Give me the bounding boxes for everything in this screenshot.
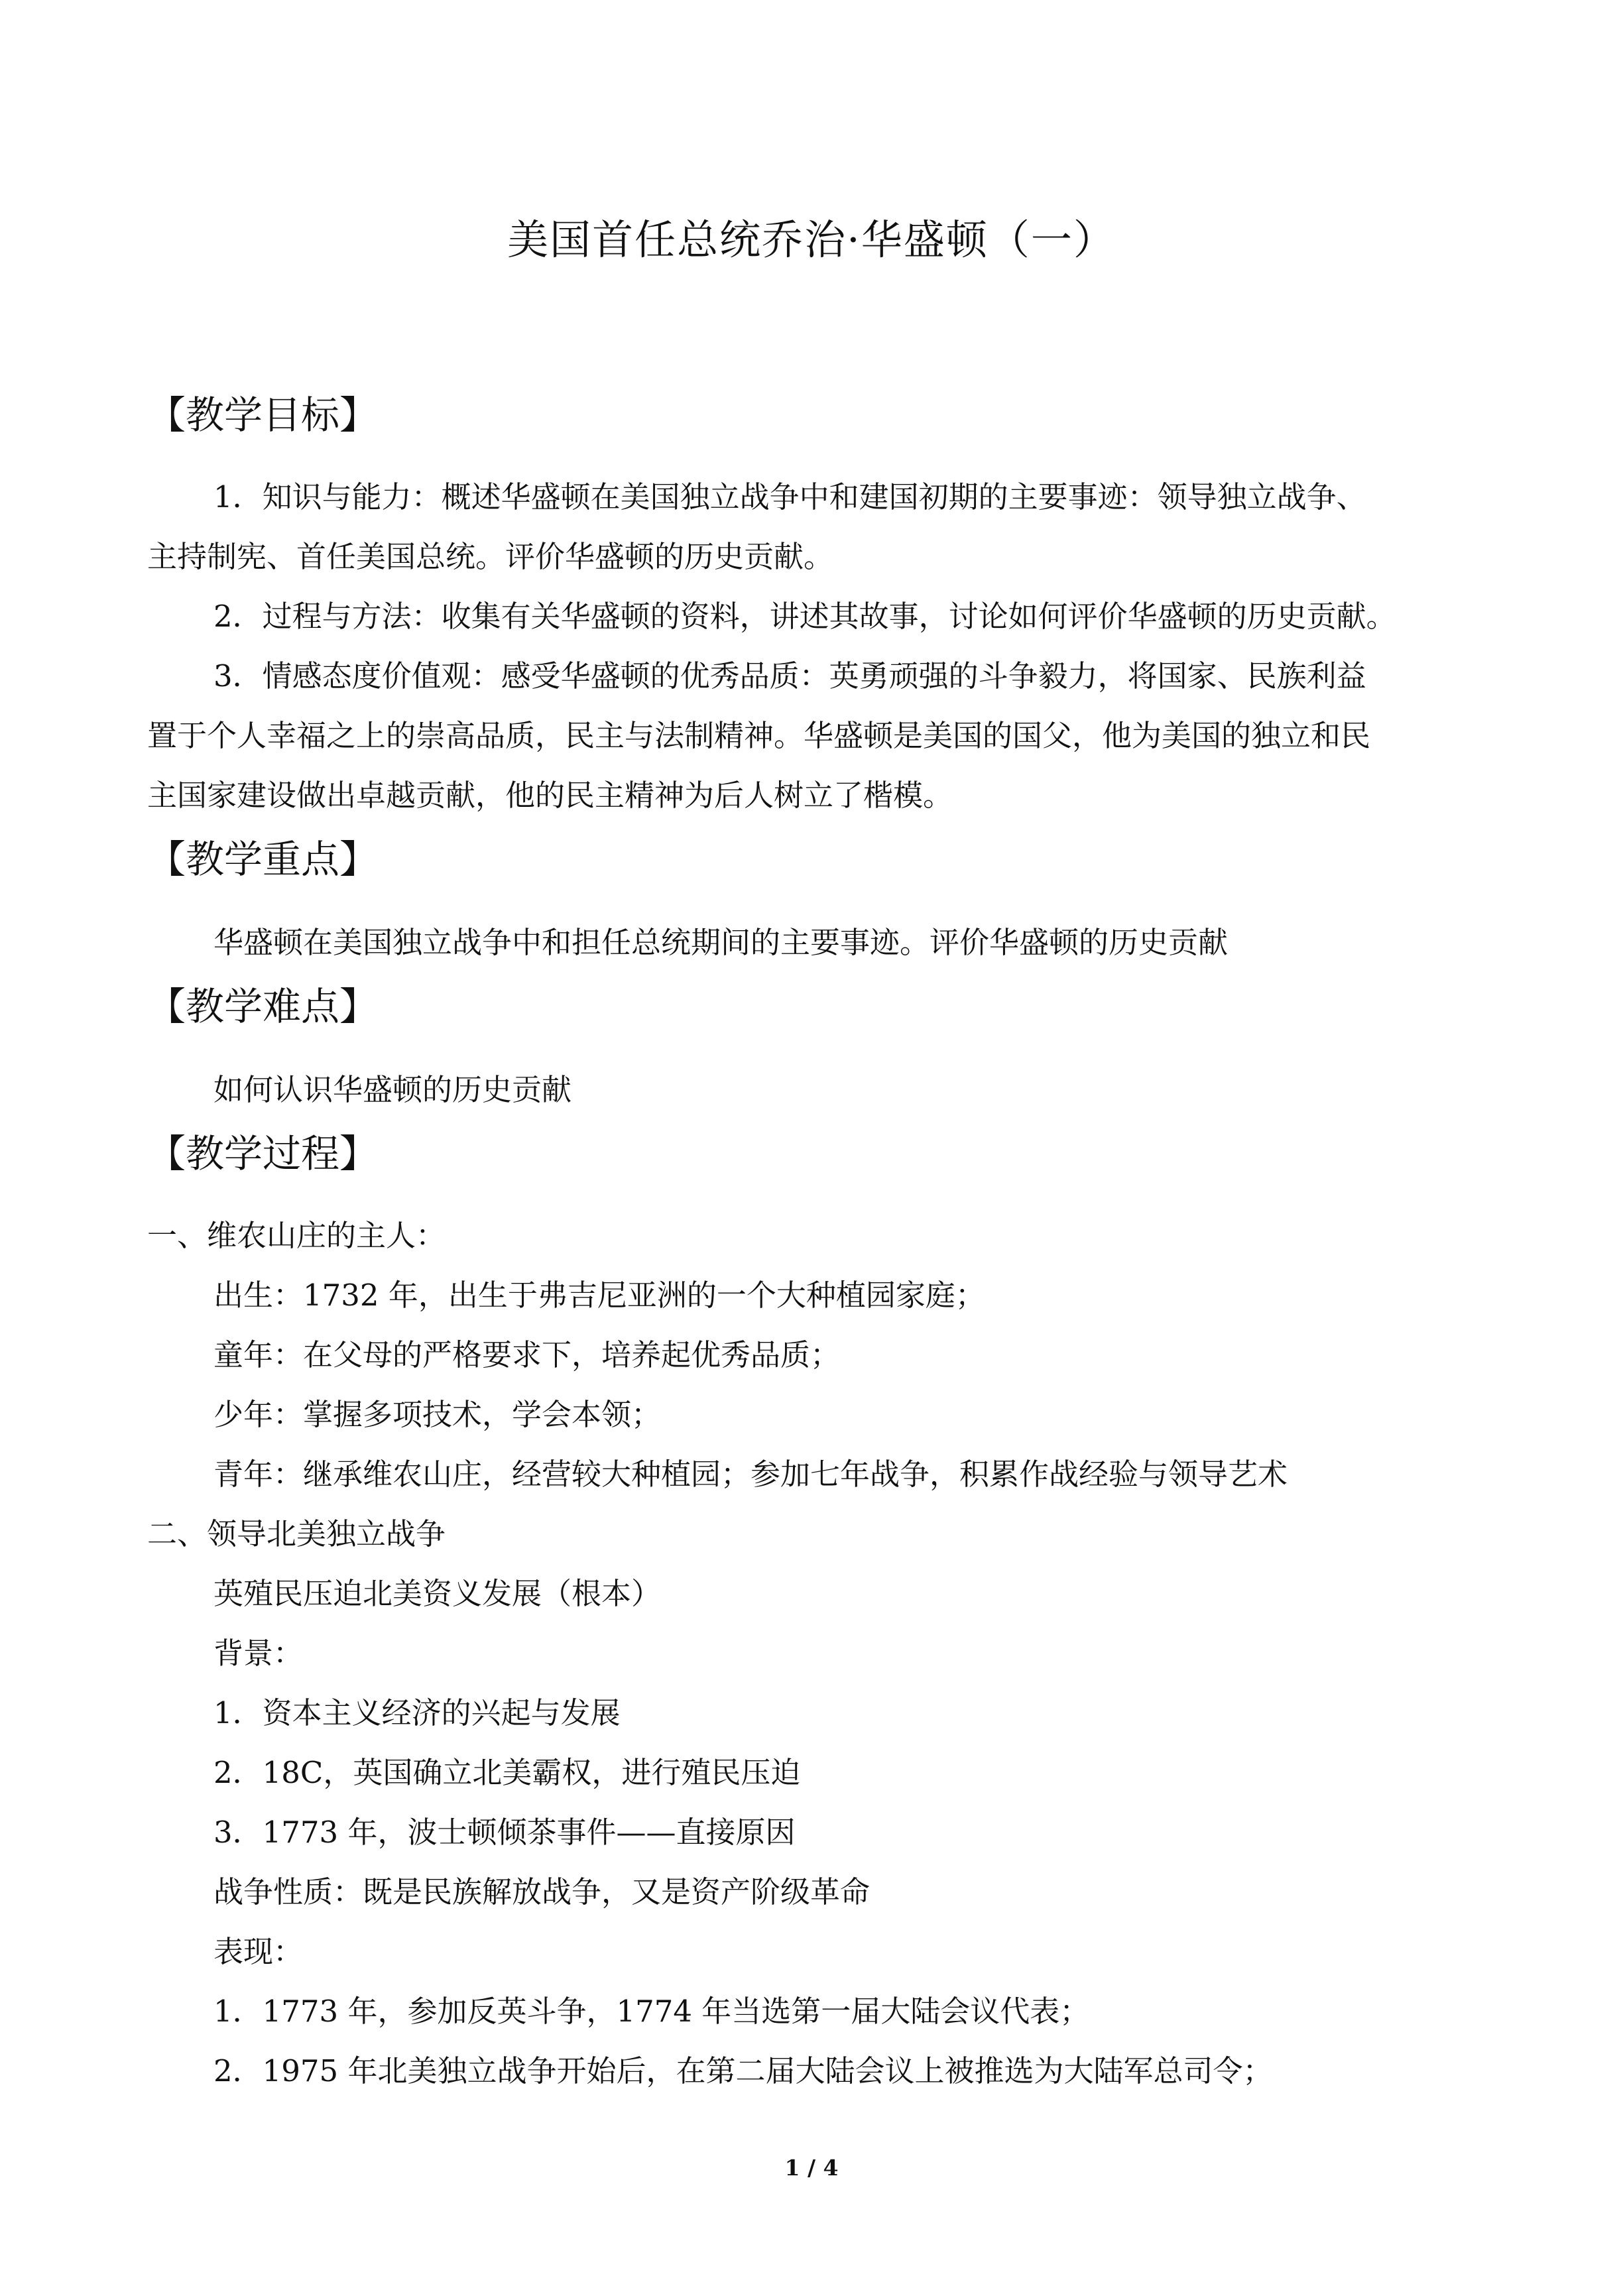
section-2-background-label: 背景：: [213, 1636, 304, 1671]
key-points-heading: 【教学重点】: [147, 837, 379, 882]
page-number: 1 / 4: [784, 2155, 839, 2181]
objective-1-line-1: 1．知识与能力：概述华盛顿在美国独立战争中和建国初期的主要事迹：领导独立战争、: [213, 479, 1366, 514]
objective-3-line-2: 置于个人幸福之上的崇高品质，民主与法制精神。华盛顿是美国的国父，他为美国的独立和民: [147, 718, 1371, 753]
section-1-young-adult: 青年：继承维农山庄，经营较大种植园；参加七年战争，积累作战经验与领导艺术: [213, 1457, 1288, 1492]
section-2-background-1: 1．资本主义经济的兴起与发展: [213, 1695, 621, 1730]
section-1-youth: 少年：掌握多项技术，学会本领；: [213, 1397, 662, 1432]
objective-3-line-3: 主国家建设做出卓越贡献，他的民主精神为后人树立了楷模。: [147, 778, 953, 813]
section-2-performance-1: 1．1773 年，参加反英斗争，1774 年当选第一届大陆会议代表；: [213, 1994, 1090, 2029]
section-2-background-3: 3．1773 年，波士顿倾茶事件——直接原因: [213, 1815, 796, 1850]
section-2-nature: 战争性质：既是民族解放战争，又是资产阶级革命: [213, 1874, 871, 1909]
section-1-birth: 出生：1732 年，出生于弗吉尼亚洲的一个大种植园家庭；: [213, 1278, 985, 1313]
section-1-childhood: 童年：在父母的严格要求下，培养起优秀品质；: [213, 1337, 841, 1372]
difficulties-text: 如何认识华盛顿的历史贡献: [213, 1072, 572, 1107]
key-points-text: 华盛顿在美国独立战争中和担任总统期间的主要事迹。评价华盛顿的历史贡献: [213, 925, 1229, 960]
section-2-background-2: 2．18C，英国确立北美霸权，进行殖民压迫: [213, 1755, 801, 1790]
section-2-title: 二、领导北美独立战争: [147, 1516, 446, 1551]
difficulties-heading: 【教学难点】: [147, 984, 379, 1029]
process-heading: 【教学过程】: [147, 1131, 379, 1176]
objective-2: 2．过程与方法：收集有关华盛顿的资料，讲述其故事，讨论如何评价华盛顿的历史贡献。: [213, 599, 1396, 634]
objective-3-line-1: 3．情感态度价值观：感受华盛顿的优秀品质：英勇顽强的斗争毅力，将国家、民族利益: [213, 658, 1366, 694]
document-title: 美国首任总统乔治·华盛顿（一）: [507, 215, 1116, 264]
objective-1-line-2: 主持制宪、首任美国总统。评价华盛顿的历史贡献。: [147, 539, 834, 574]
section-2-root-cause: 英殖民压迫北美资义发展（根本）: [213, 1576, 662, 1611]
section-2-performance-2: 2．1975 年北美独立战争开始后，在第二届大陆会议上被推选为大陆军总司令；: [213, 2053, 1273, 2088]
section-1-title: 一、维农山庄的主人：: [147, 1218, 446, 1253]
section-2-performance-label: 表现：: [213, 1934, 304, 1969]
objectives-heading: 【教学目标】: [147, 393, 379, 438]
